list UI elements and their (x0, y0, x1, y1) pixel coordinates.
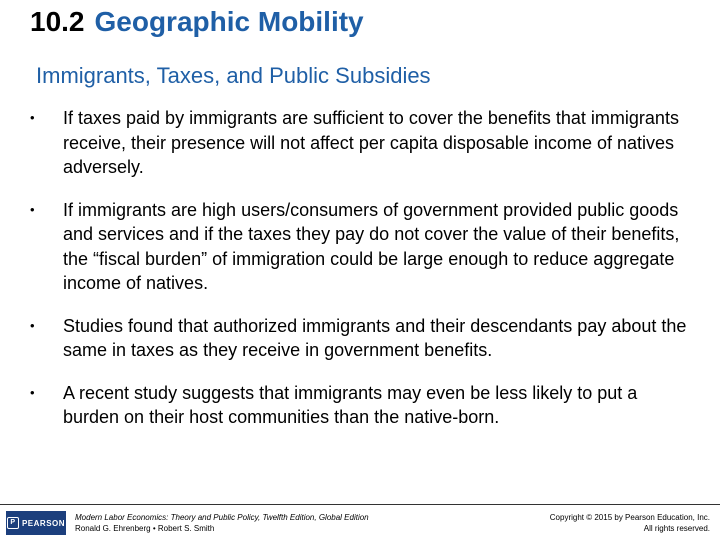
bullet-text: Studies found that authorized immigrants and their descendants pay about the same in taxes as they receive in government benefits. (63, 315, 687, 360)
bullet-list (30, 106, 694, 430)
bullet-dot-icon: • (30, 110, 35, 125)
slide-title (30, 6, 364, 38)
footer-copyright (550, 512, 710, 534)
bullet-text: If immigrants are high users/consumers of government provided public goods and services and if the taxes they pay do not cover the value of their benefits, the “fiscal burden” of immigration could be large enough to reduce aggregate income of natives. (63, 199, 680, 293)
bullet-item (30, 314, 694, 363)
book-title: Modern Labor Economics: Theory and Public Policy, Twelfth Edition, Global Edition (75, 513, 369, 522)
logo-text: PEARSON (21, 518, 66, 528)
section-number: 10.2 (30, 6, 85, 37)
bullet-item (30, 106, 694, 180)
bullet-dot-icon: • (30, 317, 35, 333)
pearson-emblem-icon: P (7, 517, 19, 529)
bullet-dot-icon: • (30, 384, 35, 400)
publisher-logo (6, 511, 66, 535)
copyright-line-1: Copyright © 2015 by Pearson Education, Inc. (549, 513, 710, 522)
bullet-text: A recent study suggests that immigrants may even be less likely to put a burden on their host communities than the native-born. (63, 382, 638, 427)
book-authors: Ronald G. Ehrenberg • Robert S. Smith (75, 524, 215, 533)
footer-divider (0, 504, 720, 505)
section-title: Geographic Mobility (94, 6, 364, 37)
slide-subtitle: Immigrants, Taxes, and Public Subsidies (36, 63, 431, 88)
bullet-dot-icon: • (30, 201, 35, 217)
bullet-item (30, 381, 694, 430)
bullet-item (30, 198, 694, 296)
footer-citation (75, 512, 369, 534)
bullet-text: If taxes paid by immigrants are sufficient to cover the benefits that immigrants receive, their presence will not affect per capita disposable income of natives adversely. (63, 108, 679, 177)
copyright-line-2: All rights reserved. (643, 524, 710, 533)
